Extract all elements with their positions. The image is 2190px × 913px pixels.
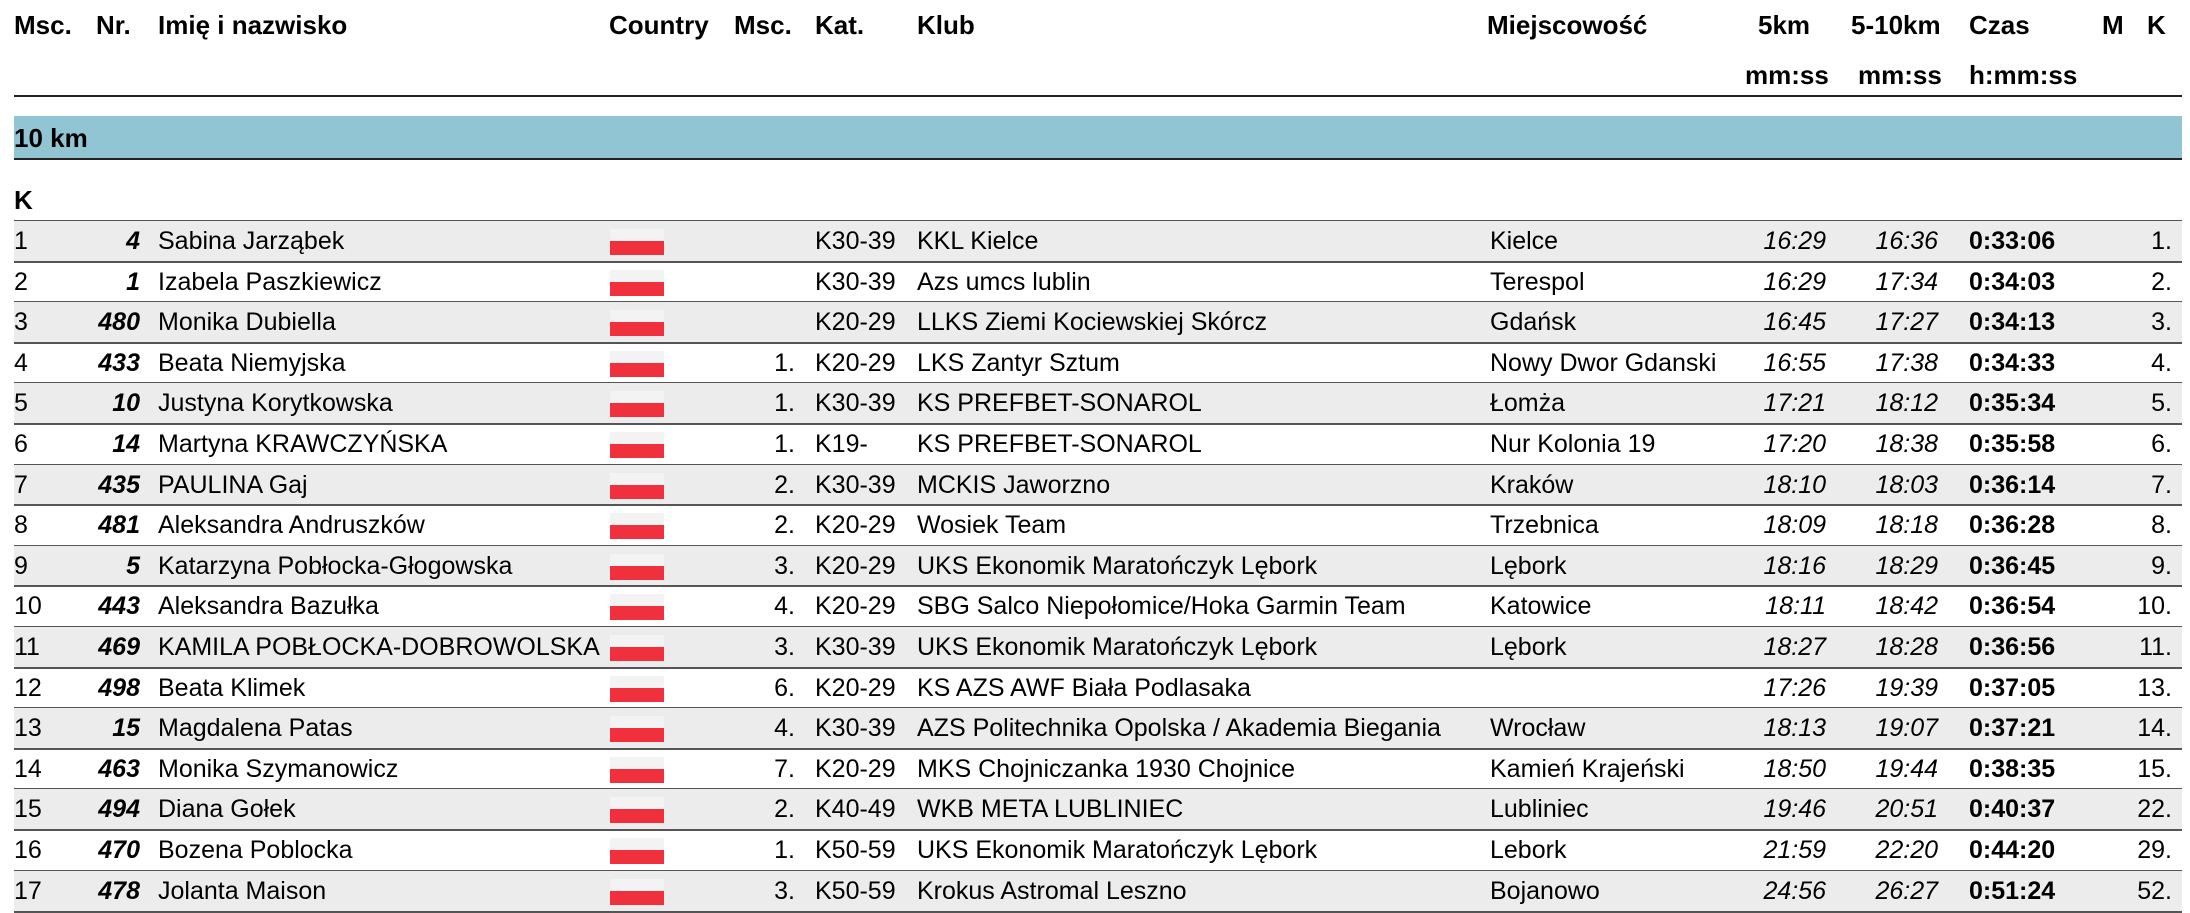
row-athlete-name: Monika Szymanowicz: [158, 754, 399, 783]
poland-flag-icon: [610, 676, 664, 702]
row-position: 6: [14, 430, 28, 458]
header-miejscowosc: Miejscowość: [1487, 10, 1648, 40]
header-split-5km-unit: mm:ss: [1745, 60, 1829, 90]
row-position: 11: [14, 633, 40, 661]
row-category: K40-49: [815, 795, 896, 824]
section-band: [14, 116, 2182, 158]
row-bib-number: 478: [98, 876, 140, 905]
table-row: [14, 627, 2182, 668]
row-position: 3: [14, 308, 28, 337]
row-split-5-10km: 18:12: [1875, 389, 1938, 418]
row-athlete-name: Aleksandra Bazułka: [158, 592, 379, 621]
row-club: KS PREFBET-SONAROL: [917, 389, 1202, 418]
table-row: [14, 383, 2182, 424]
table-row: [14, 505, 2182, 546]
header-msc-category: Msc.: [734, 10, 792, 40]
row-club: KS PREFBET-SONAROL: [917, 430, 1202, 458]
poland-flag-icon: [610, 879, 664, 905]
row-split-5-10km: 17:27: [1875, 308, 1938, 337]
row-city: Kielce: [1490, 227, 1559, 255]
row-club: UKS Ekonomik Maratończyk Lębork: [917, 633, 1318, 661]
row-split-5km: 17:21: [1763, 389, 1826, 418]
group-label: K: [14, 185, 33, 215]
row-category: K20-29: [815, 348, 896, 377]
poland-flag-icon: [610, 838, 664, 864]
row-category-place: 2.: [774, 511, 795, 540]
row-split-5km: 18:13: [1763, 714, 1826, 743]
row-k-place: 29.: [2137, 836, 2172, 864]
header-country: Country: [609, 10, 709, 40]
row-athlete-name: KAMILA POBŁOCKA-DOBROWOLSKA: [158, 633, 600, 661]
table-row: [14, 708, 2182, 749]
header-czas-unit: h:mm:ss: [1969, 60, 2078, 90]
row-athlete-name: Justyna Korytkowska: [158, 389, 393, 418]
row-position: 1: [14, 227, 28, 255]
row-athlete-name: Monika Dubiella: [158, 308, 336, 337]
row-position: 8: [14, 511, 28, 540]
row-total-time: 0:40:37: [1969, 795, 2056, 824]
table-row: [14, 668, 2182, 709]
table-row: [14, 424, 2182, 465]
row-position: 12: [14, 673, 42, 702]
row-total-time: 0:51:24: [1969, 876, 2056, 905]
header-czas: Czas: [1969, 10, 2030, 40]
row-split-5-10km: 17:34: [1875, 267, 1938, 296]
row-split-5-10km: 26:27: [1875, 876, 1938, 905]
row-k-place: 22.: [2137, 795, 2172, 824]
row-category-place: 3.: [774, 876, 795, 905]
table-row: [14, 749, 2182, 790]
row-position: 2: [14, 267, 28, 296]
row-bib-number: 480: [98, 308, 140, 337]
row-category-place: 2.: [774, 795, 795, 824]
row-club: Wosiek Team: [917, 511, 1067, 540]
row-bib-number: 4: [126, 227, 140, 255]
header-klub: Klub: [917, 10, 975, 40]
row-category-place: 1.: [774, 348, 795, 377]
row-total-time: 0:33:06: [1969, 227, 2056, 255]
row-bib-number: 498: [98, 673, 140, 702]
row-athlete-name: Martyna KRAWCZYŃSKA: [158, 430, 448, 458]
poland-flag-icon: [610, 635, 664, 661]
header-split-5-10km-unit: mm:ss: [1858, 60, 1942, 90]
row-category: K30-39: [815, 470, 896, 499]
row-athlete-name: PAULINA Gaj: [158, 470, 308, 499]
header-split-5km: 5km: [1758, 10, 1811, 40]
row-category: K50-59: [815, 836, 896, 864]
row-bib-number: 443: [98, 592, 140, 621]
row-club: SBG Salco Niepołomice/Hoka Garmin Team: [917, 592, 1406, 621]
row-city: Łomża: [1490, 389, 1566, 418]
row-total-time: 0:36:56: [1969, 633, 2056, 661]
row-club: LLKS Ziemi Kociewskiej Skórcz: [917, 308, 1268, 337]
row-category: K30-39: [815, 633, 896, 661]
row-city: Lubliniec: [1490, 795, 1589, 824]
row-split-5km: 18:11: [1765, 592, 1826, 621]
row-athlete-name: Beata Niemyjska: [158, 348, 346, 377]
row-split-5-10km: 18:29: [1875, 551, 1938, 580]
row-total-time: 0:36:54: [1969, 592, 2056, 621]
row-split-5km: 21:59: [1763, 836, 1826, 864]
row-bib-number: 494: [98, 795, 140, 824]
row-split-5-10km: 17:38: [1875, 348, 1938, 377]
row-bib-number: 433: [98, 348, 140, 377]
row-category-place: 7.: [774, 754, 795, 783]
row-athlete-name: Sabina Jarząbek: [158, 227, 345, 255]
poland-flag-icon: [610, 391, 664, 417]
row-athlete-name: Magdalena Patas: [158, 714, 353, 743]
row-split-5km: 16:29: [1763, 227, 1826, 255]
row-category: K20-29: [815, 551, 896, 580]
row-position: 14: [14, 754, 42, 783]
poland-flag-icon: [610, 797, 664, 823]
row-total-time: 0:36:28: [1969, 511, 2056, 540]
row-category-place: 1.: [774, 836, 795, 864]
row-k-place: 52.: [2137, 876, 2172, 905]
row-city: Kraków: [1490, 470, 1574, 499]
row-athlete-name: Diana Gołek: [158, 795, 296, 824]
row-position: 15: [14, 795, 42, 824]
row-k-place: 9.: [2151, 551, 2172, 580]
header-m: M: [2102, 10, 2124, 40]
table-row: [14, 343, 2182, 384]
row-club: UKS Ekonomik Maratończyk Lębork: [917, 551, 1318, 580]
poland-flag-icon: [610, 310, 664, 336]
row-club: Azs umcs lublin: [917, 267, 1091, 296]
header-nr: Nr.: [96, 10, 131, 40]
row-split-5km: 18:10: [1763, 470, 1826, 499]
row-total-time: 0:38:35: [1969, 754, 2056, 783]
row-split-5-10km: 22:20: [1875, 836, 1938, 864]
table-row: [14, 465, 2182, 506]
row-k-place: 8.: [2151, 511, 2172, 540]
row-city: Bojanowo: [1490, 876, 1600, 905]
row-split-5km: 18:16: [1763, 551, 1826, 580]
row-category: K30-39: [815, 227, 896, 255]
header-name: Imię i nazwisko: [158, 10, 348, 40]
poland-flag-icon: [610, 270, 664, 296]
row-category-place: 1.: [774, 430, 795, 458]
row-total-time: 0:34:03: [1969, 267, 2056, 296]
row-bib-number: 470: [98, 836, 140, 864]
row-club: UKS Ekonomik Maratończyk Lębork: [917, 836, 1318, 864]
row-city: Wrocław: [1490, 714, 1586, 743]
row-category-place: 4.: [774, 592, 795, 621]
row-position: 9: [14, 551, 28, 580]
row-position: 7: [14, 470, 28, 499]
row-club: AZS Politechnika Opolska / Akademia Biegania: [917, 714, 1441, 743]
table-row: [14, 262, 2182, 303]
row-position: 10: [14, 592, 42, 621]
row-category-place: 3.: [774, 633, 795, 661]
row-category: K30-39: [815, 389, 896, 418]
row-split-5km: 16:29: [1763, 267, 1826, 296]
row-split-5km: 24:56: [1763, 876, 1826, 905]
row-split-5-10km: 18:28: [1875, 633, 1938, 661]
row-category-place: 2.: [774, 470, 795, 499]
row-split-5-10km: 16:36: [1875, 227, 1938, 255]
row-position: 5: [14, 389, 28, 418]
row-club: MKS Chojniczanka 1930 Chojnice: [917, 754, 1295, 783]
row-k-place: 4.: [2151, 348, 2172, 377]
header-kat: Kat.: [815, 10, 865, 40]
table-row: [14, 546, 2182, 587]
row-city: Nur Kolonia 19: [1490, 430, 1656, 458]
row-split-5km: 19:46: [1763, 795, 1826, 824]
row-k-place: 6.: [2151, 430, 2172, 458]
row-athlete-name: Katarzyna Pobłocka-Głogowska: [158, 551, 513, 580]
row-city: Gdańsk: [1490, 308, 1577, 337]
row-total-time: 0:37:21: [1969, 714, 2056, 743]
row-city: Katowice: [1490, 592, 1592, 621]
poland-flag-icon: [610, 554, 664, 580]
row-split-5km: 18:09: [1763, 511, 1826, 540]
row-athlete-name: Beata Klimek: [158, 673, 306, 702]
row-category-place: 4.: [774, 714, 795, 743]
row-split-5-10km: 18:18: [1875, 511, 1938, 540]
row-total-time: 0:34:13: [1969, 308, 2056, 337]
row-position: 13: [14, 714, 42, 743]
row-category: K20-29: [815, 673, 896, 702]
row-k-place: 5.: [2151, 389, 2172, 418]
row-club: KKL Kielce: [917, 227, 1039, 255]
row-split-5-10km: 20:51: [1875, 795, 1938, 824]
table-row: [14, 830, 2182, 871]
row-position: 4: [14, 348, 28, 377]
row-athlete-name: Aleksandra Andruszków: [158, 511, 425, 540]
poland-flag-icon: [610, 473, 664, 499]
row-total-time: 0:37:05: [1969, 673, 2056, 702]
header-divider: [14, 95, 2182, 97]
row-city: Nowy Dwor Gdanski: [1490, 348, 1717, 377]
row-split-5-10km: 18:03: [1875, 470, 1938, 499]
row-k-place: 11.: [2139, 633, 2172, 661]
table-row: [14, 871, 2182, 912]
row-total-time: 0:36:14: [1969, 470, 2056, 499]
row-total-time: 0:44:20: [1969, 836, 2056, 864]
row-city: Lebork: [1490, 836, 1567, 864]
row-k-place: 7.: [2151, 470, 2172, 499]
row-bib-number: 1: [126, 267, 140, 296]
row-category: K20-29: [815, 592, 896, 621]
row-category: K30-39: [815, 267, 896, 296]
poland-flag-icon: [610, 351, 664, 377]
row-city: Terespol: [1490, 267, 1585, 296]
row-k-place: 1.: [2151, 227, 2172, 255]
row-k-place: 13.: [2137, 673, 2172, 702]
row-category-place: 6.: [774, 673, 795, 702]
row-total-time: 0:35:34: [1969, 389, 2056, 418]
row-club: WKB META LUBLINIEC: [917, 795, 1184, 824]
row-athlete-name: Izabela Paszkiewicz: [158, 267, 382, 296]
row-bib-number: 5: [126, 551, 140, 580]
row-split-5km: 16:55: [1763, 348, 1826, 377]
row-bib-number: 15: [112, 714, 140, 743]
row-category-place: 1.: [774, 389, 795, 418]
row-category: K20-29: [815, 754, 896, 783]
header-msc: Msc.: [14, 10, 72, 40]
row-bib-number: 14: [112, 430, 140, 458]
poland-flag-icon: [610, 757, 664, 783]
row-city: Lębork: [1490, 551, 1567, 580]
row-category: K19-: [815, 430, 868, 458]
poland-flag-icon: [610, 716, 664, 742]
row-category-place: 3.: [774, 551, 795, 580]
row-athlete-name: Bozena Poblocka: [158, 836, 353, 864]
row-category: K20-29: [815, 511, 896, 540]
row-total-time: 0:35:58: [1969, 430, 2056, 458]
row-position: 16: [14, 836, 42, 864]
poland-flag-icon: [610, 513, 664, 539]
row-category: K30-39: [815, 714, 896, 743]
poland-flag-icon: [610, 432, 664, 458]
row-club: KS AZS AWF Biała Podlasaka: [917, 673, 1251, 702]
row-split-5-10km: 19:07: [1875, 714, 1938, 743]
poland-flag-icon: [610, 594, 664, 620]
row-split-5km: 17:20: [1763, 430, 1826, 458]
row-split-5-10km: 19:44: [1875, 754, 1938, 783]
row-split-5-10km: 18:42: [1875, 592, 1938, 621]
row-split-5km: 16:45: [1763, 308, 1826, 337]
header-split-5-10km: 5-10km: [1851, 10, 1941, 40]
row-category: K50-59: [815, 876, 896, 905]
row-bib-number: 469: [98, 633, 140, 661]
row-category: K20-29: [815, 308, 896, 337]
row-club: LKS Zantyr Sztum: [917, 348, 1120, 377]
section-title: 10 km: [14, 123, 88, 153]
table-row: [14, 789, 2182, 830]
table-row: [14, 586, 2182, 627]
row-k-place: 15.: [2137, 754, 2172, 783]
row-bib-number: 10: [112, 389, 140, 418]
row-city: Lębork: [1490, 633, 1567, 661]
row-city: Trzebnica: [1490, 511, 1599, 540]
row-athlete-name: Jolanta Maison: [158, 876, 327, 905]
row-k-place: 14.: [2137, 714, 2172, 743]
row-club: MCKIS Jaworzno: [917, 470, 1111, 499]
row-club: Krokus Astromal Leszno: [917, 876, 1187, 905]
poland-flag-icon: [610, 229, 664, 255]
row-k-place: 3.: [2151, 308, 2172, 337]
table-row: [14, 302, 2182, 343]
row-split-5km: 18:27: [1763, 633, 1826, 661]
section-divider: [14, 158, 2182, 160]
row-bib-number: 463: [98, 754, 140, 783]
row-split-5km: 17:26: [1763, 673, 1826, 702]
row-k-place: 2.: [2151, 267, 2172, 296]
row-k-place: 10.: [2137, 592, 2172, 621]
row-bib-number: 481: [98, 511, 140, 540]
table-row: [14, 221, 2182, 262]
row-split-5-10km: 18:38: [1875, 430, 1938, 458]
header-k: K: [2147, 10, 2166, 40]
row-position: 17: [14, 876, 42, 905]
row-total-time: 0:36:45: [1969, 551, 2056, 580]
row-split-5-10km: 19:39: [1875, 673, 1938, 702]
row-total-time: 0:34:33: [1969, 348, 2056, 377]
row-bib-number: 435: [98, 470, 140, 499]
row-city: Kamień Krajeński: [1490, 754, 1685, 783]
row-split-5km: 18:50: [1763, 754, 1826, 783]
